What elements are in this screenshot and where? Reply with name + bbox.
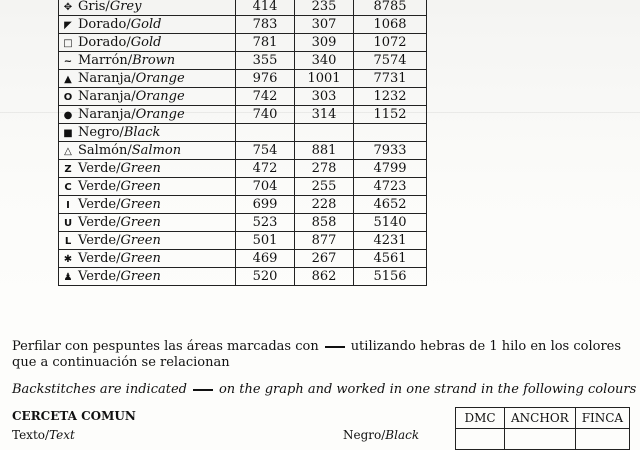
color-row: [59, 196, 427, 214]
color-row: [59, 214, 427, 232]
anchor-cell: 307: [295, 16, 354, 34]
header-anchor: ANCHOR: [505, 408, 576, 429]
pattern-symbol-icon: ✱: [63, 253, 73, 265]
color-name-cell: I Verde/Green: [59, 196, 236, 214]
header-dmc: DMC: [456, 408, 505, 429]
color-row: [59, 178, 427, 196]
header-finca: FINCA: [575, 408, 629, 429]
pattern-symbol-icon: ◤: [64, 19, 72, 31]
thread-codes-header: [455, 407, 630, 450]
finca-cell: 1068: [354, 16, 427, 34]
color-name-cell: ◤ Dorado/Gold: [59, 16, 236, 34]
pattern-symbol-icon: ✥: [63, 1, 73, 13]
anchor-cell: 267: [295, 250, 354, 268]
pattern-symbol-icon: ●: [63, 109, 73, 121]
dmc-cell: 520: [236, 268, 295, 286]
anchor-cell: 278: [295, 160, 354, 178]
color-name-cell: △ Salmón/Salmon: [59, 142, 236, 160]
pattern-symbol-icon: ~: [63, 55, 73, 67]
backstitch-spanish-line2: que a continuación se relacionan: [12, 355, 230, 370]
color-name-cell: ~ Marrón/Brown: [59, 52, 236, 70]
anchor-cell: [295, 124, 354, 142]
code-cell: [505, 429, 576, 450]
text-color: Negro/Black: [343, 428, 420, 442]
color-row: [59, 160, 427, 178]
color-row: [59, 106, 427, 124]
color-name-cell: L Verde/Green: [59, 232, 236, 250]
finca-cell: 4652: [354, 196, 427, 214]
finca-cell: 4799: [354, 160, 427, 178]
anchor-cell: 881: [295, 142, 354, 160]
finca-cell: 4561: [354, 250, 427, 268]
code-cell: [456, 429, 505, 450]
finca-cell: 5156: [354, 268, 427, 286]
color-key-table: [58, 0, 427, 286]
text-label: Texto/Text: [12, 428, 75, 442]
dmc-cell: 781: [236, 34, 295, 52]
dmc-cell: 469: [236, 250, 295, 268]
color-name-cell: ▲ Naranja/Orange: [59, 70, 236, 88]
color-name-cell: U Verde/Green: [59, 214, 236, 232]
finca-cell: 4231: [354, 232, 427, 250]
color-row: [59, 70, 427, 88]
pattern-symbol-icon: ■: [63, 127, 73, 139]
anchor-cell: 255: [295, 178, 354, 196]
anchor-cell: 314: [295, 106, 354, 124]
anchor-cell: 303: [295, 88, 354, 106]
pattern-symbol-icon: ▲: [64, 73, 72, 85]
color-row: [59, 250, 427, 268]
pattern-symbol-icon: ♟: [63, 271, 73, 283]
color-name-cell: ● Naranja/Orange: [59, 106, 236, 124]
backstitch-line-sample-en: [193, 389, 213, 391]
anchor-cell: 858: [295, 214, 354, 232]
color-name-cell: C Verde/Green: [59, 178, 236, 196]
backstitch-english: Backstitches are indicated on the graph and worked in one strand in the following colours: [12, 382, 637, 397]
pattern-symbol-icon: C: [64, 181, 72, 193]
anchor-cell: 340: [295, 52, 354, 70]
color-name-cell: ✥ Gris/Grey: [59, 0, 236, 16]
color-name-cell: ♟ Verde/Green: [59, 268, 236, 286]
finca-cell: 5140: [354, 214, 427, 232]
color-name-cell: ■ Negro/Black: [59, 124, 236, 142]
finca-cell: 8785: [354, 0, 427, 16]
backstitch-spanish-line1: Perfilar con pespuntes las áreas marcadas con utilizando hebras de 1 hilo en los colores: [12, 339, 622, 354]
finca-cell: [354, 124, 427, 142]
dmc-cell: 414: [236, 0, 295, 16]
dmc-cell: 523: [236, 214, 295, 232]
anchor-cell: 228: [295, 196, 354, 214]
color-row: [59, 34, 427, 52]
finca-cell: 1072: [354, 34, 427, 52]
anchor-cell: 1001: [295, 70, 354, 88]
color-name-cell: □ Dorado/Gold: [59, 34, 236, 52]
dmc-cell: [236, 124, 295, 142]
dmc-cell: 742: [236, 88, 295, 106]
finca-cell: 7731: [354, 70, 427, 88]
color-name-cell: ✱ Verde/Green: [59, 250, 236, 268]
color-row: [59, 268, 427, 286]
color-row: [59, 124, 427, 142]
finca-cell: 7574: [354, 52, 427, 70]
dmc-cell: 704: [236, 178, 295, 196]
pattern-symbol-icon: I: [66, 199, 70, 211]
color-name-cell: Z Verde/Green: [59, 160, 236, 178]
color-row: [59, 142, 427, 160]
color-name-cell: O Naranja/Orange: [59, 88, 236, 106]
pattern-symbol-icon: L: [64, 235, 72, 247]
finca-cell: 1232: [354, 88, 427, 106]
dmc-cell: 754: [236, 142, 295, 160]
dmc-cell: 976: [236, 70, 295, 88]
anchor-cell: 862: [295, 268, 354, 286]
pattern-symbol-icon: Z: [64, 163, 72, 175]
code-cell: [575, 429, 629, 450]
dmc-cell: 501: [236, 232, 295, 250]
dmc-cell: 355: [236, 52, 295, 70]
color-row: [59, 88, 427, 106]
anchor-cell: 235: [295, 0, 354, 16]
dmc-cell: 699: [236, 196, 295, 214]
anchor-cell: 309: [295, 34, 354, 52]
color-row: [59, 52, 427, 70]
backstitch-line-sample: [325, 346, 345, 348]
dmc-cell: 740: [236, 106, 295, 124]
pattern-symbol-icon: □: [63, 37, 73, 49]
finca-cell: 1152: [354, 106, 427, 124]
section-title: CERCETA COMUN: [12, 409, 136, 423]
finca-cell: 4723: [354, 178, 427, 196]
pattern-symbol-icon: △: [64, 145, 72, 157]
color-row: [59, 16, 427, 34]
dmc-cell: 783: [236, 16, 295, 34]
anchor-cell: 877: [295, 232, 354, 250]
color-row: [59, 0, 427, 16]
color-row: [59, 232, 427, 250]
pattern-symbol-icon: O: [63, 91, 73, 103]
finca-cell: 7933: [354, 142, 427, 160]
pattern-symbol-icon: U: [63, 217, 73, 229]
dmc-cell: 472: [236, 160, 295, 178]
